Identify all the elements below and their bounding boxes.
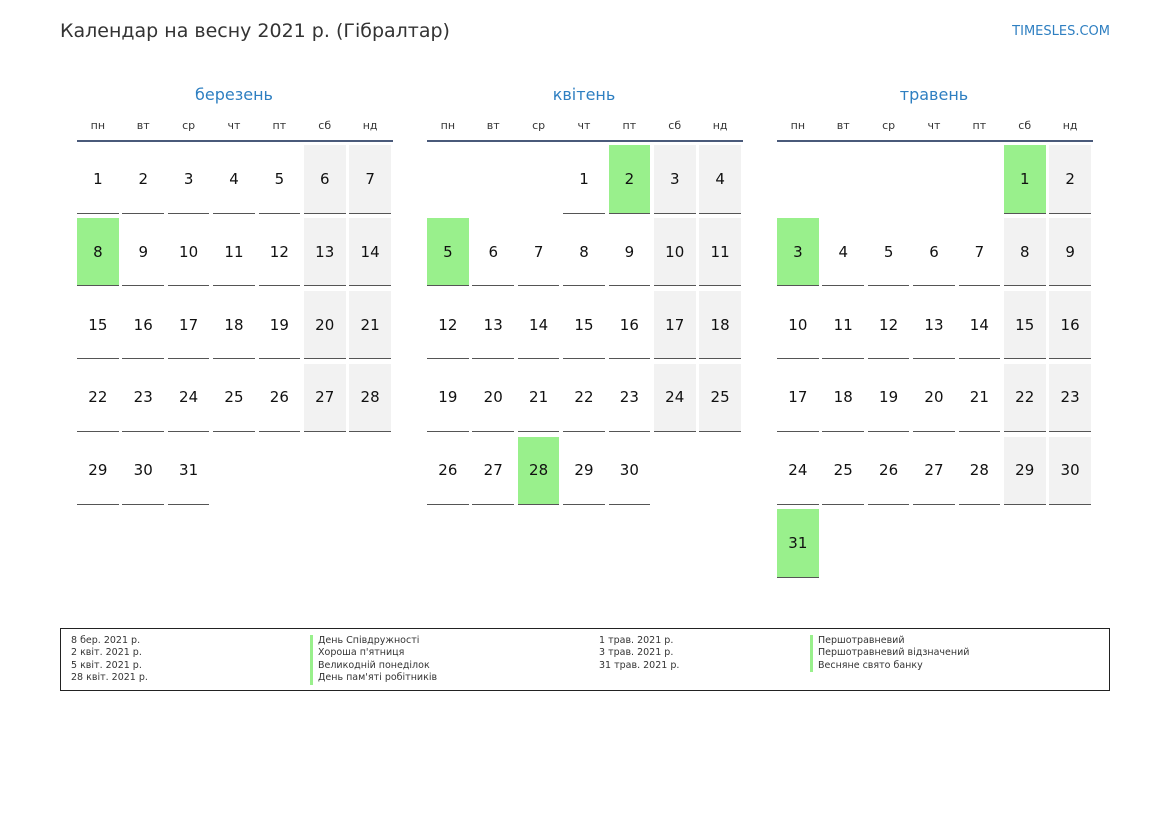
legend-names-right [810,635,969,672]
day-cell[interactable]: 20 [472,364,514,433]
weekday-label: пт [622,119,637,132]
weekday-label: пт [272,119,287,132]
day-cell[interactable]: 17 [654,291,696,360]
holiday-day-cell[interactable]: 1 [1004,145,1046,214]
day-cell[interactable]: 21 [959,364,1001,433]
day-cell[interactable]: 14 [518,291,560,360]
day-cell[interactable]: 23 [1049,364,1091,433]
day-cell[interactable]: 19 [868,364,910,433]
day-cell[interactable]: 2 [122,145,164,214]
day-cell[interactable]: 25 [822,437,864,506]
day-cell[interactable]: 13 [472,291,514,360]
day-cell[interactable]: 21 [349,291,391,360]
day-cell[interactable]: 4 [699,145,741,214]
holiday-day-cell[interactable]: 2 [609,145,651,214]
day-cell[interactable]: 24 [654,364,696,433]
day-cell[interactable]: 12 [427,291,469,360]
legend-date: 31 трав. 2021 р. [599,659,680,671]
day-cell[interactable]: 7 [349,145,391,214]
weekday-label: сб [318,119,332,132]
empty-cell [518,145,560,214]
day-cell[interactable]: 2 [1049,145,1091,214]
weekday-header [777,112,1093,142]
weekday-label: пн [440,119,456,132]
weekday-header [77,112,393,142]
day-cell[interactable]: 16 [1049,291,1091,360]
holiday-legend [60,628,1110,691]
day-cell[interactable]: 5 [259,145,301,214]
legend-holiday-name: Хороша п'ятниця [310,647,437,659]
empty-cell [868,145,910,214]
empty-cell [959,145,1001,214]
legend-names-left [310,635,437,685]
weekday-label: нд [1062,119,1078,132]
empty-cell [472,145,514,214]
weekday-label: сб [1018,119,1032,132]
day-cell[interactable]: 20 [913,364,955,433]
day-cell[interactable]: 21 [518,364,560,433]
day-cell[interactable]: 8 [563,218,605,287]
day-cell[interactable]: 27 [472,437,514,506]
month-2 [777,82,1093,578]
day-cell[interactable]: 12 [868,291,910,360]
day-cell[interactable]: 22 [563,364,605,433]
legend-holiday-name: Великодній понеділок [310,660,437,672]
legend-date: 1 трав. 2021 р. [599,635,674,646]
weekday-label: чт [577,119,591,132]
day-cell[interactable]: 10 [168,218,210,287]
day-grid [77,145,393,505]
page-title: Календар на весну 2021 р. (Гібралтар) [60,20,450,42]
weekday-label: пн [790,119,806,132]
day-cell[interactable]: 6 [304,145,346,214]
day-cell[interactable]: 19 [259,291,301,360]
month-1 [427,82,743,505]
day-cell[interactable]: 28 [959,437,1001,506]
day-cell[interactable]: 29 [1004,437,1046,506]
legend-holiday-name: Першотравневий [810,635,969,647]
day-cell[interactable]: 27 [913,437,955,506]
day-cell[interactable]: 11 [822,291,864,360]
day-cell[interactable]: 7 [959,218,1001,287]
day-cell[interactable]: 18 [822,364,864,433]
day-cell[interactable]: 1 [77,145,119,214]
day-cell[interactable]: 9 [609,218,651,287]
day-cell[interactable]: 27 [304,364,346,433]
legend-date: 3 трав. 2021 р. [599,647,674,659]
day-cell[interactable]: 11 [213,218,255,287]
day-cell[interactable]: 26 [868,437,910,506]
month-name: квітень [552,85,616,104]
day-cell[interactable]: 10 [654,218,696,287]
legend-date: 8 бер. 2021 р. [71,635,141,646]
day-cell[interactable]: 5 [868,218,910,287]
day-cell[interactable]: 3 [168,145,210,214]
day-cell[interactable]: 30 [1049,437,1091,506]
day-cell[interactable]: 12 [259,218,301,287]
empty-cell [822,145,864,214]
legend-holiday-name: День пам'яті робітників [310,672,437,684]
weekday-label: ср [532,119,546,132]
day-cell[interactable]: 23 [122,364,164,433]
day-cell[interactable]: 19 [427,364,469,433]
weekday-label: сб [668,119,682,132]
month-0 [77,82,393,505]
day-cell[interactable]: 9 [1049,218,1091,287]
weekday-label: пт [972,119,987,132]
empty-cell [427,145,469,214]
day-cell[interactable]: 29 [77,437,119,506]
day-cell[interactable]: 1 [563,145,605,214]
holiday-day-cell[interactable]: 8 [77,218,119,287]
month-name: березень [195,85,273,104]
day-cell[interactable]: 16 [122,291,164,360]
weekday-label: ср [182,119,196,132]
weekday-label: ср [882,119,896,132]
legend-dates-left [71,635,148,685]
day-cell[interactable]: 18 [213,291,255,360]
day-cell[interactable]: 6 [472,218,514,287]
holiday-day-cell[interactable]: 3 [777,218,819,287]
weekday-label: чт [227,119,241,132]
day-cell[interactable]: 17 [168,291,210,360]
day-cell[interactable]: 14 [349,218,391,287]
day-cell[interactable]: 7 [518,218,560,287]
legend-holiday-name: Весняне свято банку [810,660,969,672]
day-cell[interactable]: 14 [959,291,1001,360]
legend-date: 28 квіт. 2021 р. [71,672,148,684]
day-cell[interactable]: 13 [304,218,346,287]
day-cell[interactable]: 20 [304,291,346,360]
holiday-day-cell[interactable]: 31 [777,509,819,578]
weekday-label: чт [927,119,941,132]
day-cell[interactable]: 30 [122,437,164,506]
weekday-label: нд [362,119,378,132]
day-cell[interactable]: 31 [168,437,210,506]
day-cell[interactable]: 4 [822,218,864,287]
day-cell[interactable]: 24 [168,364,210,433]
weekday-label: вт [836,119,850,132]
day-cell[interactable]: 4 [213,145,255,214]
holiday-day-cell[interactable]: 28 [518,437,560,506]
day-cell[interactable]: 30 [609,437,651,506]
day-grid [777,145,1093,578]
legend-holiday-name: День Співдружності [310,635,437,647]
weekday-header [427,112,743,142]
weekday-label: пн [90,119,106,132]
legend-holiday-name: Першотравневий відзначений [810,647,969,659]
day-cell[interactable]: 8 [1004,218,1046,287]
day-cell[interactable]: 22 [1004,364,1046,433]
weekday-label: вт [486,119,500,132]
day-cell[interactable]: 17 [777,364,819,433]
empty-cell [913,145,955,214]
day-cell[interactable]: 3 [654,145,696,214]
holiday-day-cell[interactable]: 5 [427,218,469,287]
day-cell[interactable]: 22 [77,364,119,433]
day-cell[interactable]: 26 [259,364,301,433]
legend-date: 2 квіт. 2021 р. [71,647,142,659]
day-cell[interactable]: 25 [213,364,255,433]
day-cell[interactable]: 23 [609,364,651,433]
day-cell[interactable]: 15 [563,291,605,360]
day-grid [427,145,743,505]
empty-cell [777,145,819,214]
day-cell[interactable]: 18 [699,291,741,360]
legend-dates-right [599,635,679,672]
day-cell[interactable]: 25 [699,364,741,433]
day-cell[interactable]: 16 [609,291,651,360]
day-cell[interactable]: 9 [122,218,164,287]
day-cell[interactable]: 15 [1004,291,1046,360]
brand-link[interactable]: TIMESLES.COM [1012,24,1110,39]
day-cell[interactable]: 15 [77,291,119,360]
day-cell[interactable]: 24 [777,437,819,506]
day-cell[interactable]: 13 [913,291,955,360]
day-cell[interactable]: 10 [777,291,819,360]
weekday-label: нд [712,119,728,132]
day-cell[interactable]: 29 [563,437,605,506]
weekday-label: вт [136,119,150,132]
month-name: травень [899,85,969,104]
day-cell[interactable]: 28 [349,364,391,433]
day-cell[interactable]: 26 [427,437,469,506]
legend-date: 5 квіт. 2021 р. [71,659,142,671]
day-cell[interactable]: 11 [699,218,741,287]
day-cell[interactable]: 6 [913,218,955,287]
